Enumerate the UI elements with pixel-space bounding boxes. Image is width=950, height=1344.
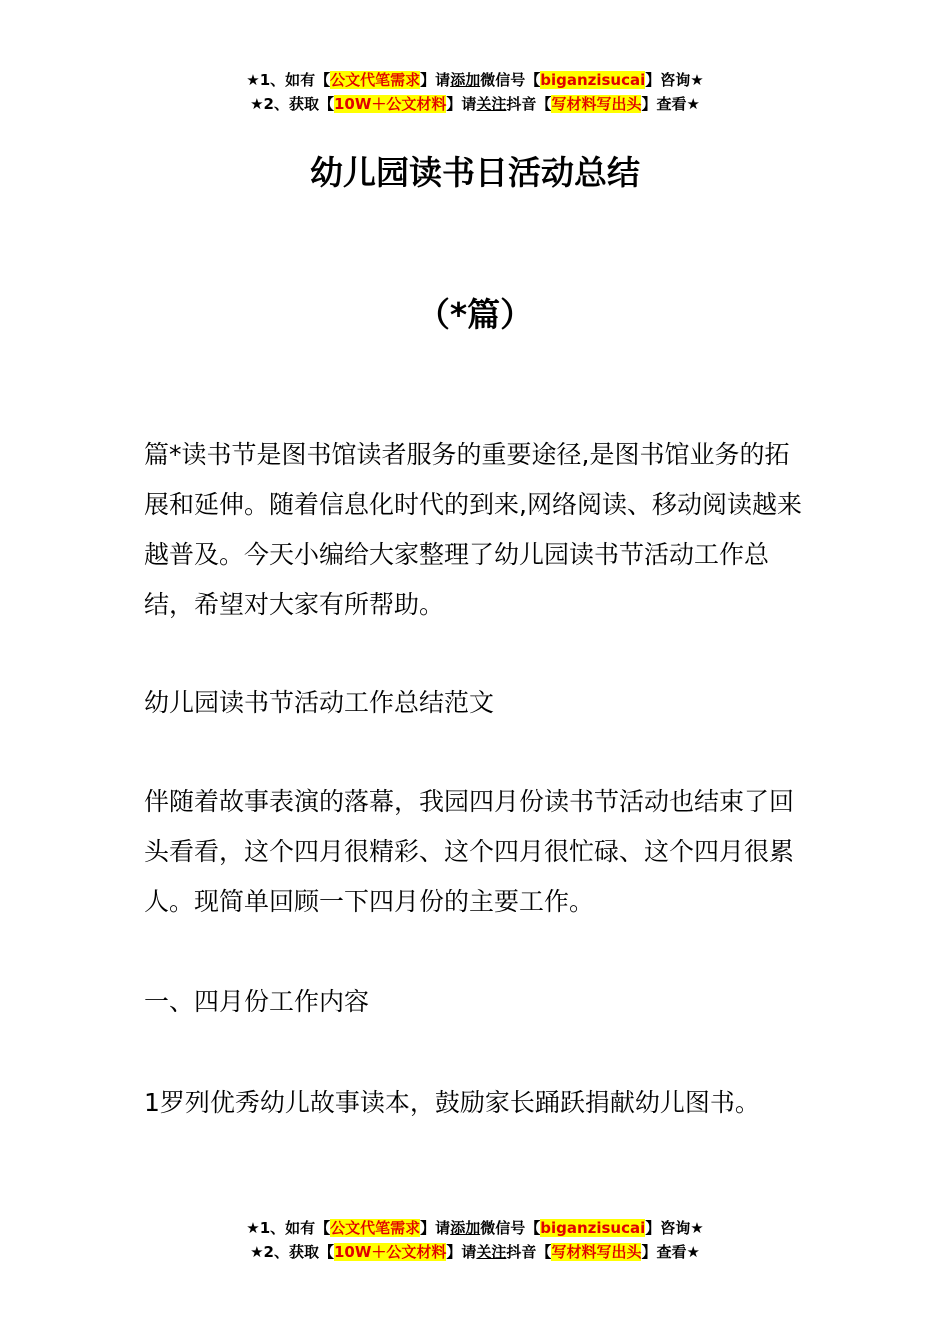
promo-underline: 关注 — [476, 95, 507, 113]
document-title: 幼儿园读书日活动总结 — [310, 153, 640, 192]
promo-text: ★2、获取【 — [250, 95, 334, 113]
promo-text: 】咨询★ — [645, 1219, 704, 1237]
promo-highlight: 10W＋公文材料 — [333, 1243, 447, 1261]
body-paragraph: 伴随着故事表演的落幕，我园四月份读书节活动也结束了回头看看，这个四月很精彩、这个四月很忙碌、这个四月很累人。现简单回顾一下四月份的主要工作。 — [144, 787, 795, 916]
promo-text: 】请 — [446, 1243, 477, 1261]
promo-text: 抖音【 — [506, 95, 552, 113]
promo-line-1 — [0, 1216, 950, 1240]
promo-line-2 — [0, 1240, 950, 1264]
promo-text: 抖音【 — [506, 1243, 552, 1261]
promo-text: 】查看★ — [641, 95, 700, 113]
promo-text: 微信号【 — [480, 71, 541, 89]
promo-line-1 — [0, 68, 950, 92]
promo-underline: 添加 — [450, 71, 481, 89]
promo-line-2 — [0, 92, 950, 116]
section-heading: 幼儿园读书节活动工作总结范文 — [144, 688, 495, 717]
promo-wechat-id: biganzisucai — [540, 1219, 646, 1237]
promo-highlight: 10W＋公文材料 — [333, 95, 447, 113]
promo-highlight: 公文代笔需求 — [330, 1219, 421, 1237]
promo-douyin-id: 写材料写出头 — [551, 1243, 642, 1261]
promo-text: ★1、如有【 — [246, 71, 331, 89]
document-subtitle: （*篇） — [416, 295, 534, 334]
promo-text: ★1、如有【 — [246, 1219, 331, 1237]
list-item: 1罗列优秀幼儿故事读本，鼓励家长踊跃捐献幼儿图书。 — [144, 1088, 760, 1117]
promo-text: 】请 — [420, 71, 451, 89]
promo-highlight: 公文代笔需求 — [330, 71, 421, 89]
promo-underline: 关注 — [476, 1243, 507, 1261]
section-heading: 一、四月份工作内容 — [144, 987, 370, 1016]
intro-paragraph: 篇*读书节是图书馆读者服务的重要途径,是图书馆业务的拓展和延伸。随着信息化时代的到来,网络阅读、移动阅读越来越普及。今天小编给大家整理了幼儿园读书节活动工作总结，希望对大家有所帮助。 — [144, 440, 802, 619]
promo-wechat-id: biganzisucai — [540, 71, 646, 89]
promo-text: 】查看★ — [641, 1243, 700, 1261]
promo-underline: 添加 — [450, 1219, 481, 1237]
footer-promo-banner — [0, 1216, 950, 1264]
promo-text: 】咨询★ — [645, 71, 704, 89]
promo-douyin-id: 写材料写出头 — [551, 95, 642, 113]
header-promo-banner — [0, 68, 950, 116]
promo-text: 】请 — [446, 95, 477, 113]
promo-text: 】请 — [420, 1219, 451, 1237]
promo-text: 微信号【 — [480, 1219, 541, 1237]
promo-text: ★2、获取【 — [250, 1243, 334, 1261]
